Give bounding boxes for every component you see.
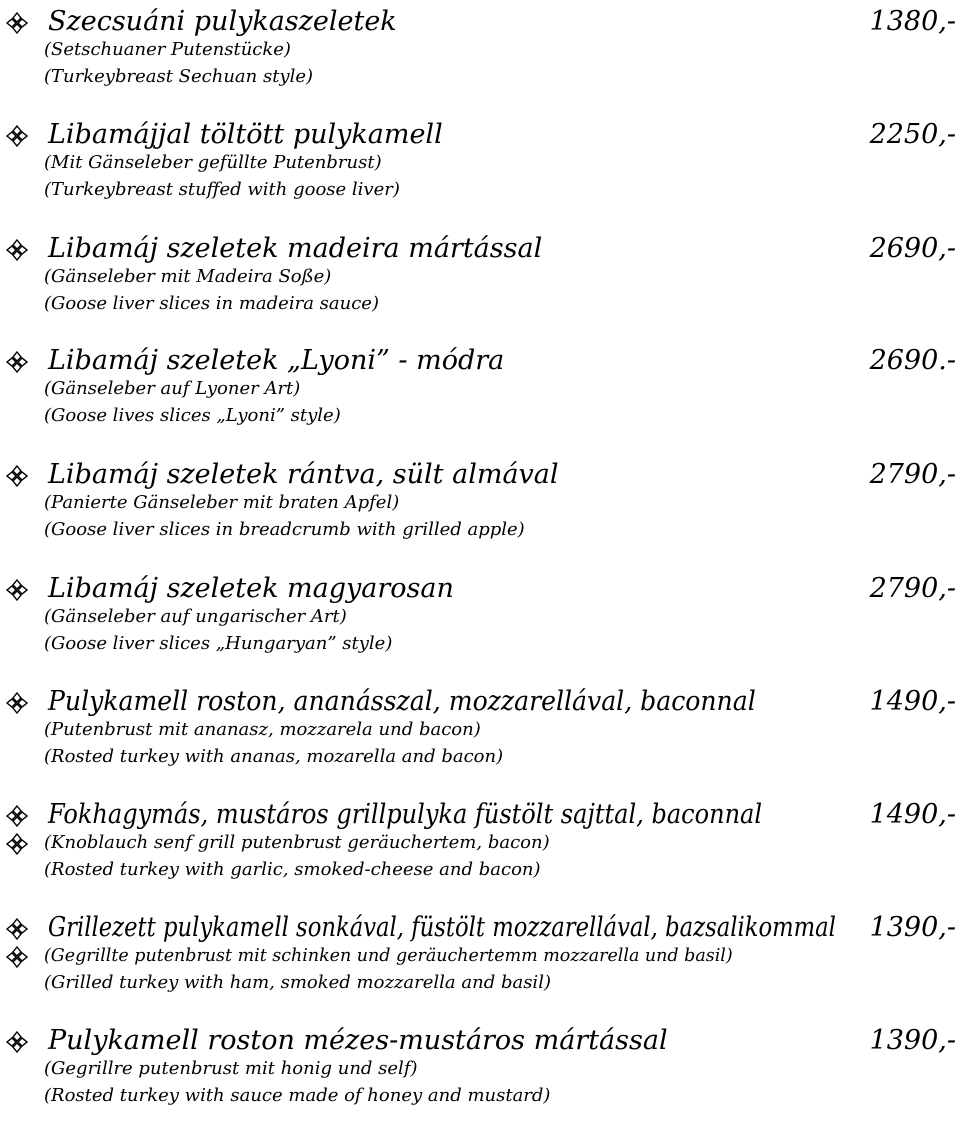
dish-price: 1490,-	[869, 799, 956, 830]
dish-name: Libamáj szeletek „Lyoni” - módra	[48, 345, 505, 376]
dish-price: 2790,-	[869, 573, 956, 604]
dish-name-english: (Rosted turkey with garlic, smoked-cheese and bacon)	[44, 859, 541, 880]
diamond-bullet-icon	[6, 946, 28, 968]
menu-item	[0, 227, 960, 337]
dish-name-english: (Turkeybreast stuffed with goose liver)	[44, 179, 400, 200]
dish-price: 1390,-	[869, 912, 956, 943]
menu-item	[0, 680, 960, 790]
dish-name: Libamáj szeletek madeira mártással	[48, 233, 543, 264]
dish-price: 1390,-	[869, 1025, 956, 1056]
dish-name-english: (Goose liver slices in madeira sauce)	[44, 293, 379, 314]
diamond-bullet-icon	[6, 692, 28, 714]
diamond-bullet-icon	[6, 351, 28, 373]
dish-name-german: (Putenbrust mit ananasz, mozzarela und bacon)	[44, 719, 481, 740]
dish-price: 2690,-	[869, 233, 956, 264]
diamond-bullet-icon	[6, 239, 28, 261]
dish-name: Pulykamell roston, ananásszal, mozzarellával, baconnal	[48, 686, 756, 717]
menu-item	[0, 793, 960, 903]
diamond-bullet-icon	[6, 12, 28, 34]
menu-item	[0, 113, 960, 223]
dish-name-english: (Goose liver slices „Hungaryan” style)	[44, 633, 393, 654]
dish-price: 2790,-	[869, 459, 956, 490]
dish-name-german: (Mit Gänseleber gefüllte Putenbrust)	[44, 152, 382, 173]
diamond-bullet-icon	[6, 833, 28, 855]
dish-price: 1490,-	[869, 686, 956, 717]
dish-name: Libamájjal töltött pulykamell	[48, 119, 443, 150]
diamond-bullet-icon	[6, 125, 28, 147]
diamond-bullet-icon	[6, 918, 28, 940]
dish-name-english: (Goose lives slices „Lyoni” style)	[44, 405, 341, 426]
menu-item	[0, 906, 960, 1016]
dish-name-german: (Setschuaner Putenstücke)	[44, 39, 291, 60]
dish-name-german: (Gänseleber auf Lyoner Art)	[44, 378, 301, 399]
diamond-bullet-icon	[6, 805, 28, 827]
diamond-bullet-icon	[6, 579, 28, 601]
dish-name-english: (Turkeybreast Sechuan style)	[44, 66, 314, 87]
dish-name-english: (Grilled turkey with ham, smoked mozzarella and basil)	[44, 972, 551, 993]
dish-name: Libamáj szeletek magyarosan	[48, 573, 454, 604]
diamond-bullet-icon	[6, 1031, 28, 1053]
dish-name-german: (Gänseleber auf ungarischer Art)	[44, 606, 347, 627]
dish-name-german: (Gänseleber mit Madeira Soße)	[44, 266, 332, 287]
dish-name: Fokhagymás, mustáros grillpulyka füstölt sajttal, baconnal	[48, 799, 763, 830]
diamond-bullet-icon	[6, 465, 28, 487]
dish-name: Grillezett pulykamell sonkával, füstölt mozzarellával, bazsalikommal	[48, 912, 836, 943]
menu-item	[0, 453, 960, 563]
dish-name: Szecsuáni pulykaszeletek	[48, 6, 397, 37]
menu-item	[0, 339, 960, 449]
dish-price: 2250,-	[869, 119, 956, 150]
dish-name-german: (Knoblauch senf grill putenbrust geräuchertem, bacon)	[44, 832, 550, 853]
dish-name-english: (Rosted turkey with sauce made of honey and mustard)	[44, 1085, 551, 1106]
dish-price: 1380,-	[869, 6, 956, 37]
dish-name-english: (Rosted turkey with ananas, mozarella and bacon)	[44, 746, 504, 767]
menu-item	[0, 0, 960, 110]
dish-name-german: (Panierte Gänseleber mit braten Apfel)	[44, 492, 400, 513]
dish-price: 2690.-	[869, 345, 956, 376]
dish-name-german: (Gegrillte putenbrust mit schinken und geräuchertemm mozzarella und basil)	[44, 945, 733, 966]
dish-name-german: (Gegrillre putenbrust mit honig und self)	[44, 1058, 418, 1079]
dish-name-english: (Goose liver slices in breadcrumb with grilled apple)	[44, 519, 525, 540]
menu-item	[0, 567, 960, 677]
dish-name: Libamáj szeletek rántva, sült almával	[48, 459, 559, 490]
dish-name: Pulykamell roston mézes-mustáros mártással	[48, 1025, 668, 1056]
